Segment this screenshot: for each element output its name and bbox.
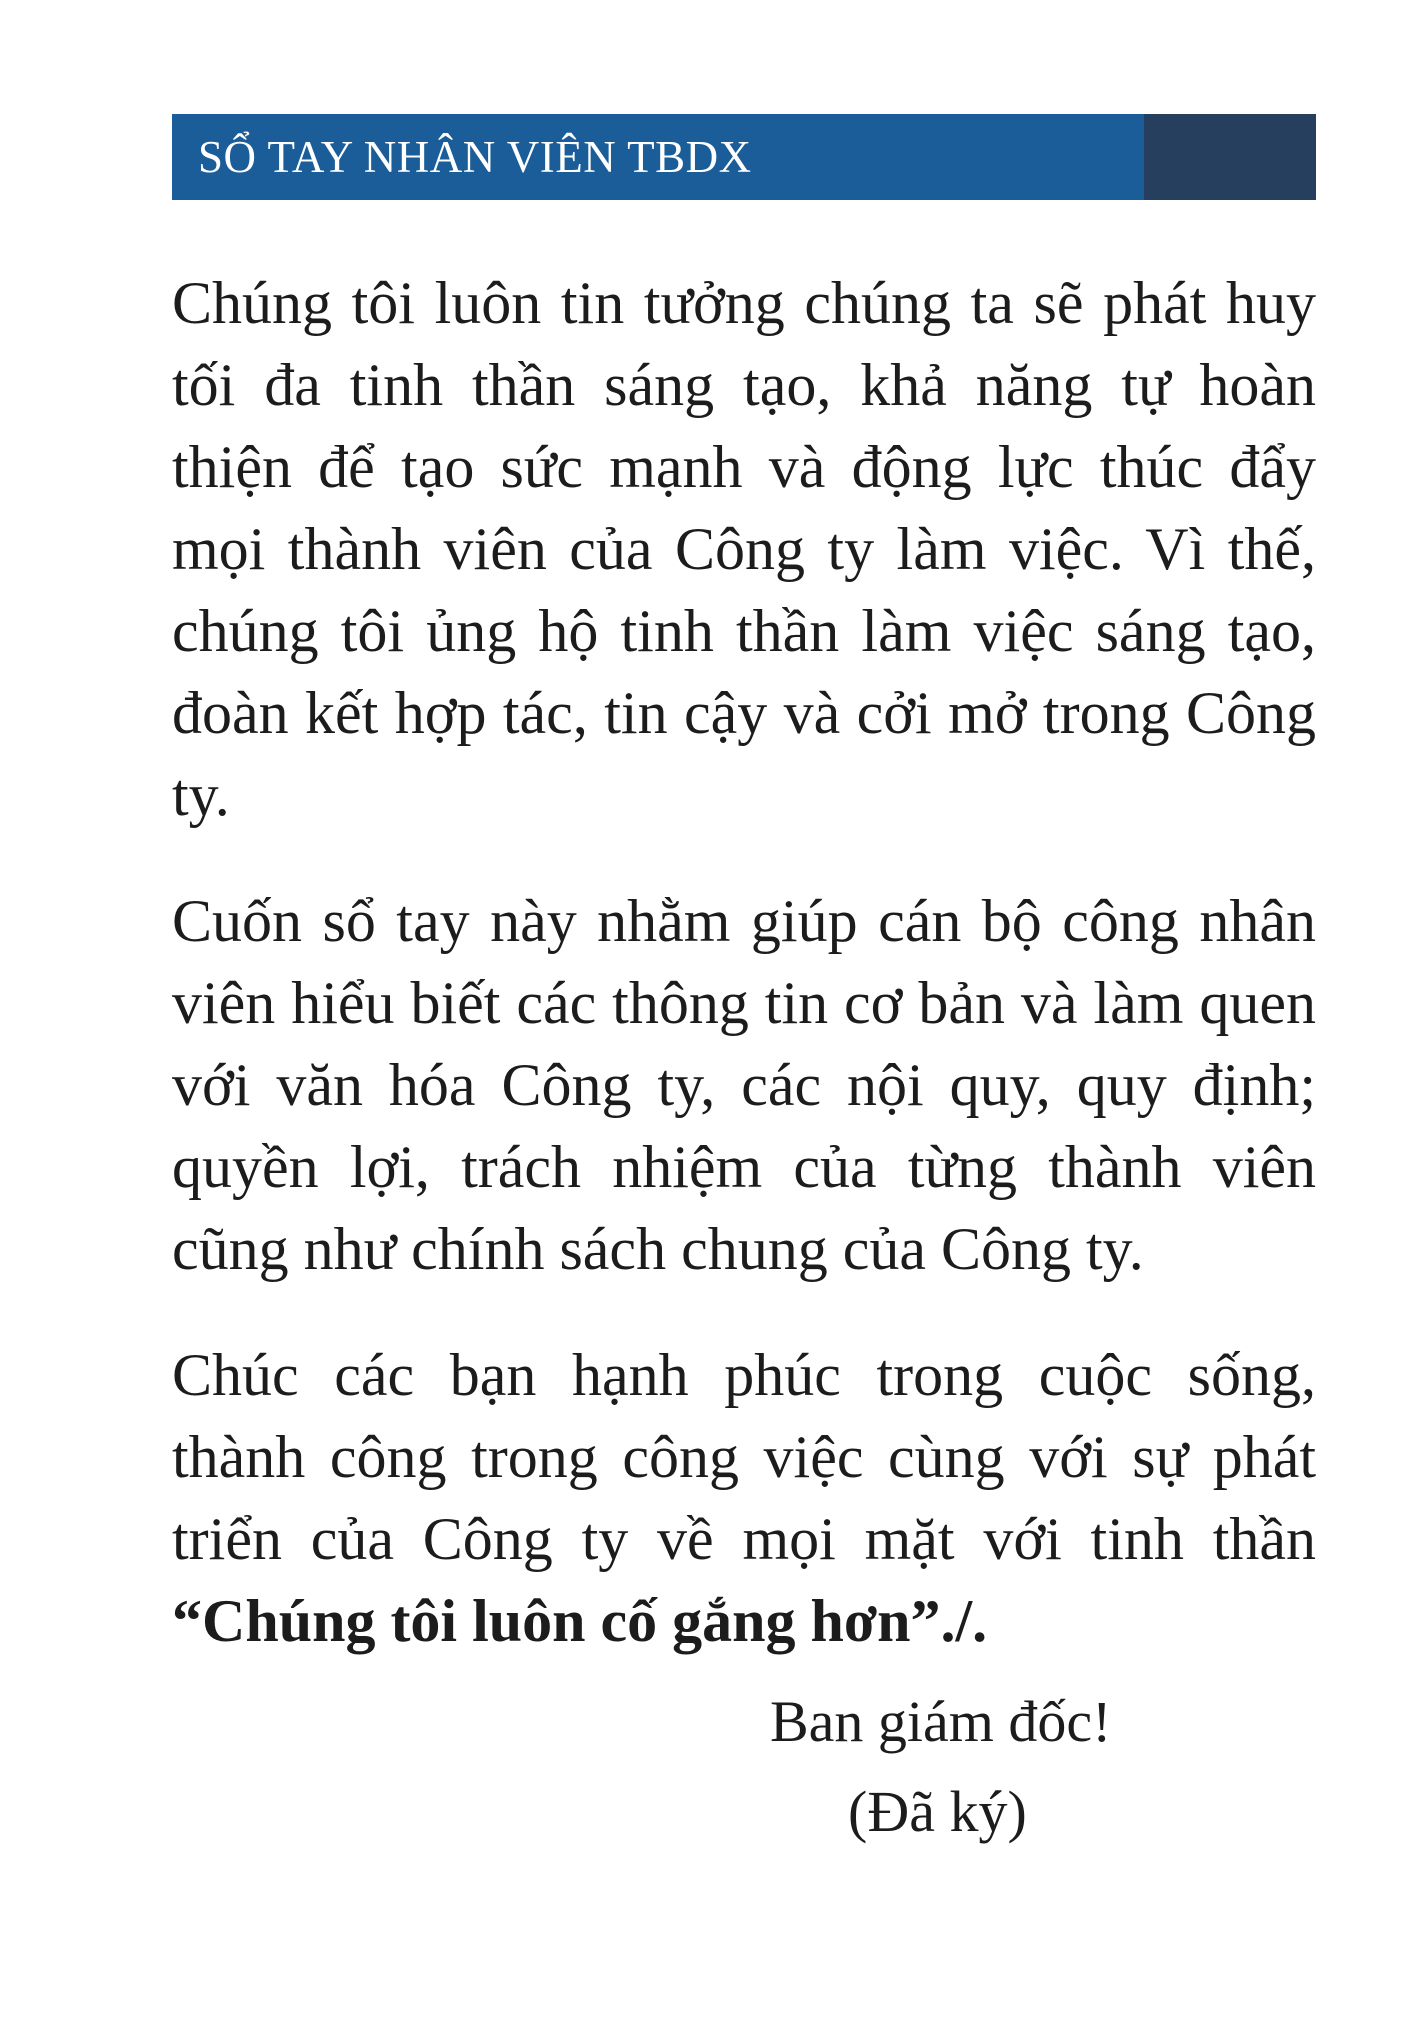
paragraph-purpose: Cuốn sổ tay này nhằm giúp cán bộ công nhân viên hiểu biết các thông tin cơ bản và làm quen với văn hóa Công ty, các nội quy, quy định; quyền lợi, trách nhiệm của từng thành viên cũng như chính sách chung của Công ty. — [172, 888, 1316, 1282]
paragraph-wishes-text: Chúc các bạn hạnh phúc trong cuộc sống, thành công trong công việc cùng với sự phát triển của Công ty về mọi mặt với tinh thần — [172, 1342, 1316, 1572]
signature-title: Ban giám đốc! — [770, 1689, 1112, 1754]
header-accent-block — [1144, 114, 1316, 200]
paragraph-wishes — [172, 1334, 1316, 1662]
header-title-block — [172, 114, 1144, 200]
signature-status: (Đã ký) — [848, 1779, 1027, 1844]
page-header-bar — [172, 114, 1316, 200]
company-motto: “Chúng tôi luôn cố gắng hơn”./. — [172, 1588, 988, 1654]
document-body — [172, 262, 1316, 1706]
page-title: SỔ TAY NHÂN VIÊN TBDX — [198, 132, 752, 182]
paragraph-intro: Chúng tôi luôn tin tưởng chúng ta sẽ phát huy tối đa tinh thần sáng tạo, khả năng tự hoàn thiện để tạo sức mạnh và động lực thúc đẩy mọi thành viên của Công ty làm việc. Vì thế, chúng tôi ủng hộ tinh thần làm việc sáng tạo, đoàn kết hợp tác, tin cậy và cởi mở trong Công ty. — [172, 270, 1316, 828]
